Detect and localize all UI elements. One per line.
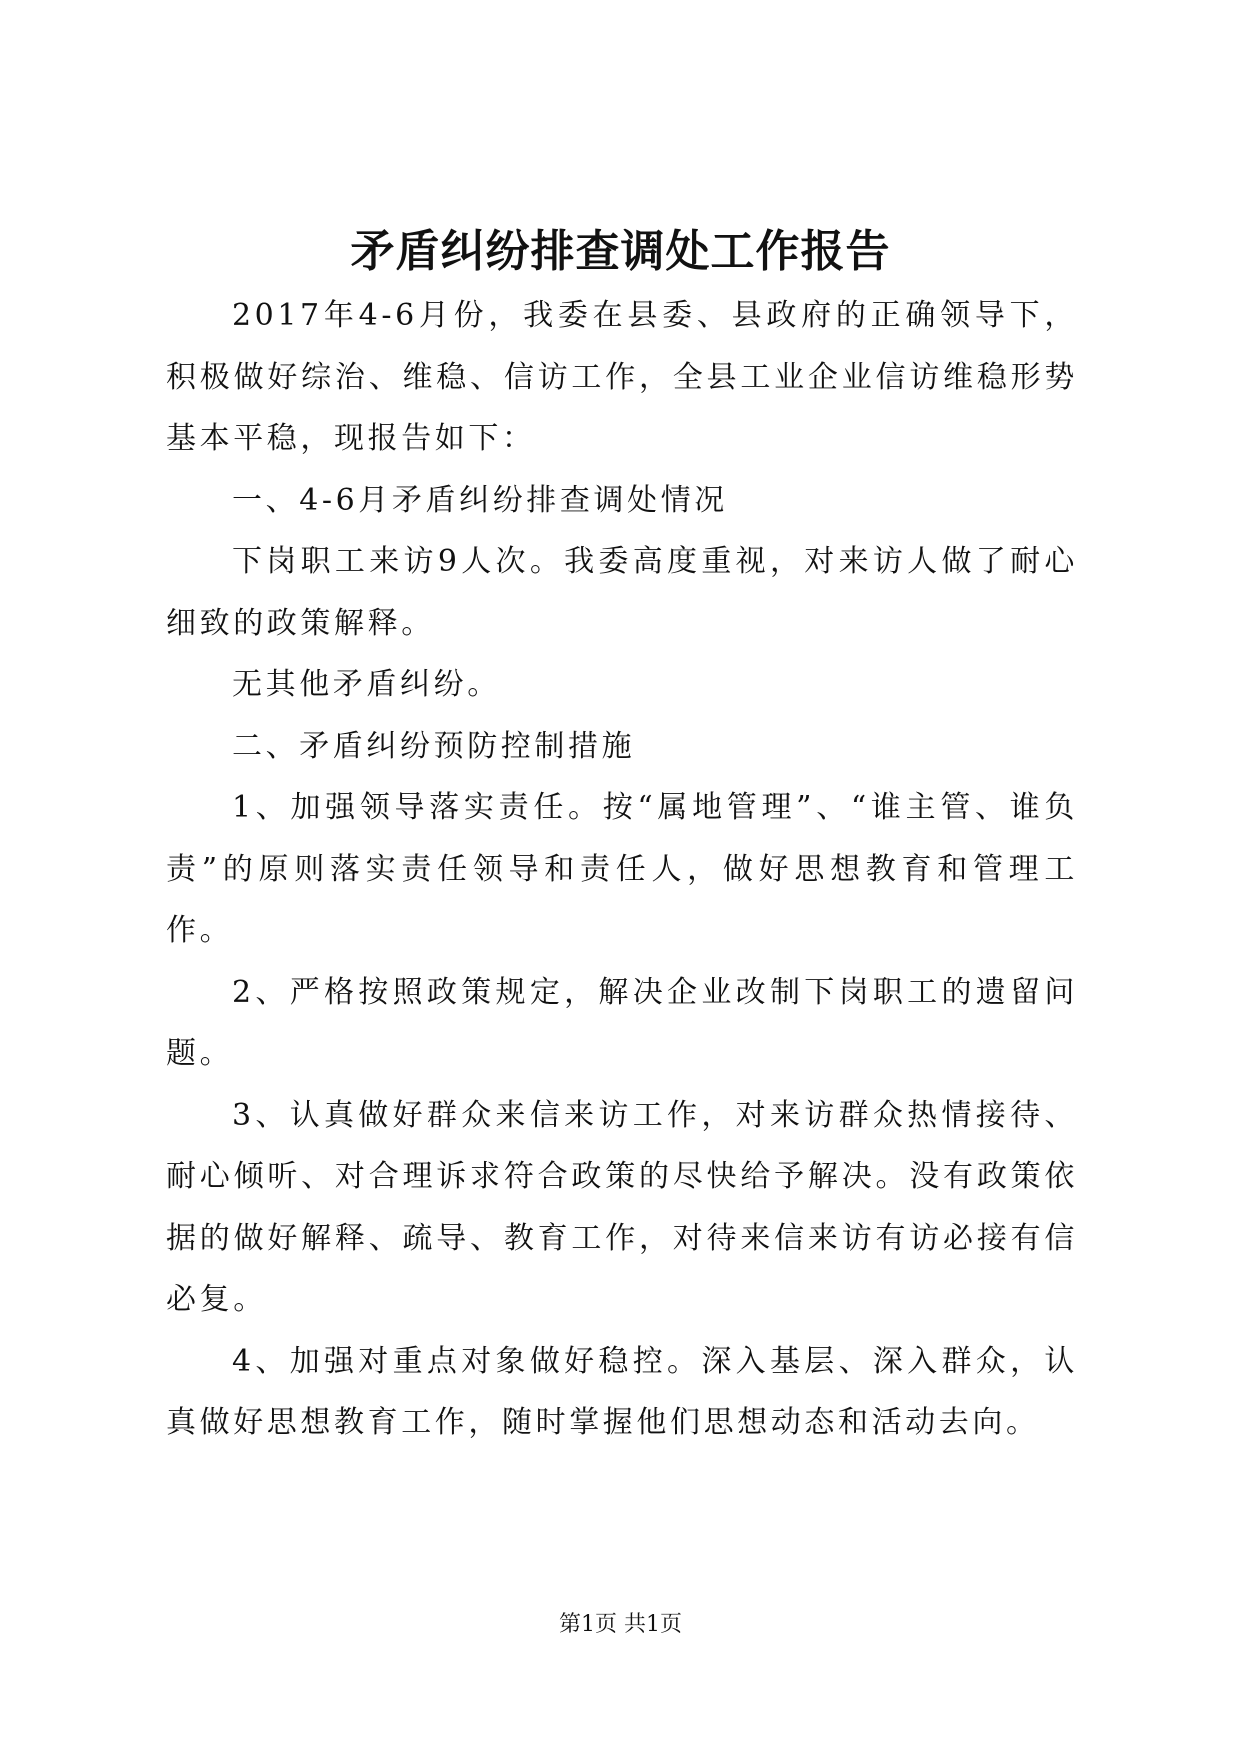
paragraph-visits: 下岗职工来访9人次。我委高度重视，对来访人做了耐心细致的政策解释。	[166, 544, 1078, 641]
measure-item-3: 3、认真做好群众来信来访工作，对来访群众热情接待、耐心倾听、对合理诉求符合政策的尽快给予解决。没有政策依据的做好解释、疏导、教育工作，对待来信来访有访必接有信必复。	[166, 1097, 1078, 1317]
page-footer: 第1页 共1页	[559, 1612, 682, 1637]
paragraph-no-other: 无其他矛盾纠纷。	[232, 667, 501, 702]
section-heading-2: 二、矛盾纠纷预防控制措施	[232, 728, 636, 764]
measure-item-1: 1、加强领导落实责任。按“属地管理”、“谁主管、谁负责”的原则落实责任领导和责任人，做好思想教育和管理工作。	[166, 790, 1078, 948]
measure-item-2: 2、严格按照政策规定，解决企业改制下岗职工的遗留问题。	[166, 974, 1078, 1071]
document-body	[166, 285, 1078, 1454]
document-title: 矛盾纠纷排查调处工作报告	[350, 226, 891, 277]
measure-item-4: 4、加强对重点对象做好稳控。深入基层、深入群众，认真做好思想教育工作，随时掌握他们思想动态和活动去向。	[166, 1343, 1078, 1440]
section-heading-1: 一、4-6月矛盾纠纷排查调处情况	[232, 482, 728, 518]
paragraph-intro: 2017年4-6月份，我委在县委、县政府的正确领导下，积极做好综治、维稳、信访工作，全县工业企业信访维稳形势基本平稳，现报告如下：	[166, 298, 1078, 456]
